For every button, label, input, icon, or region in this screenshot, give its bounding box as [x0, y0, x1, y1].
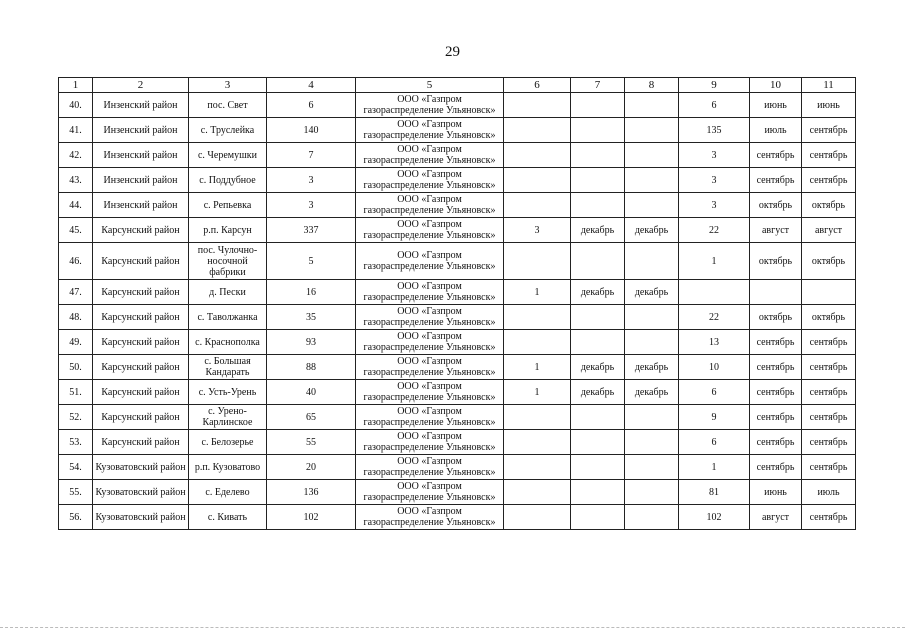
organization-cell: ООО «Газпром газораспределение Ульяновск»	[356, 143, 504, 168]
col8-cell	[625, 193, 679, 218]
col9-cell: 3	[679, 143, 750, 168]
locality-cell: с. Черемушки	[189, 143, 267, 168]
table-row	[59, 430, 856, 455]
table-row	[59, 243, 856, 280]
col8-cell	[625, 455, 679, 480]
page-bottom-rule	[0, 627, 905, 628]
col11-cell: июнь	[802, 93, 856, 118]
column-header: 4	[267, 78, 356, 93]
col10-cell: август	[750, 505, 802, 530]
col10-cell: сентябрь	[750, 455, 802, 480]
col6-cell	[504, 168, 571, 193]
column-number-header-row	[59, 78, 856, 93]
column-header: 1	[59, 78, 93, 93]
count-cell: 102	[267, 505, 356, 530]
col11-cell: октябрь	[802, 193, 856, 218]
row-number-cell: 51.	[59, 380, 93, 405]
col8-cell: декабрь	[625, 218, 679, 243]
locality-cell: с. Краснополка	[189, 330, 267, 355]
count-cell: 35	[267, 305, 356, 330]
district-cell: Карсунский район	[93, 305, 189, 330]
col9-cell: 9	[679, 405, 750, 430]
count-cell: 65	[267, 405, 356, 430]
col11-cell: август	[802, 218, 856, 243]
district-cell: Карсунский район	[93, 280, 189, 305]
count-cell: 7	[267, 143, 356, 168]
organization-cell: ООО «Газпром газораспределение Ульяновск»	[356, 480, 504, 505]
locality-cell: пос. Чулочно-носочной фабрики	[189, 243, 267, 280]
table-row	[59, 193, 856, 218]
row-number-cell: 41.	[59, 118, 93, 143]
col9-cell: 6	[679, 430, 750, 455]
district-cell: Карсунский район	[93, 430, 189, 455]
col8-cell	[625, 118, 679, 143]
count-cell: 93	[267, 330, 356, 355]
organization-cell: ООО «Газпром газораспределение Ульяновск»	[356, 355, 504, 380]
district-cell: Кузоватовский район	[93, 505, 189, 530]
col9-cell: 81	[679, 480, 750, 505]
district-cell: Инзенский район	[93, 118, 189, 143]
col6-cell	[504, 330, 571, 355]
district-cell: Инзенский район	[93, 143, 189, 168]
col6-cell	[504, 430, 571, 455]
col6-cell: 1	[504, 355, 571, 380]
col7-cell	[571, 430, 625, 455]
locality-cell: с. Таволжанка	[189, 305, 267, 330]
col9-cell: 1	[679, 455, 750, 480]
organization-cell: ООО «Газпром газораспределение Ульяновск»	[356, 243, 504, 280]
col6-cell	[504, 505, 571, 530]
col8-cell	[625, 93, 679, 118]
district-cell: Карсунский район	[93, 405, 189, 430]
row-number-cell: 53.	[59, 430, 93, 455]
col7-cell	[571, 193, 625, 218]
col9-cell: 13	[679, 330, 750, 355]
organization-cell: ООО «Газпром газораспределение Ульяновск»	[356, 118, 504, 143]
col9-cell: 6	[679, 380, 750, 405]
col10-cell: июль	[750, 118, 802, 143]
count-cell: 88	[267, 355, 356, 380]
col6-cell	[504, 118, 571, 143]
locality-cell: с. Поддубное	[189, 168, 267, 193]
locality-cell: с. Кивать	[189, 505, 267, 530]
col6-cell: 1	[504, 380, 571, 405]
col6-cell: 1	[504, 280, 571, 305]
col9-cell: 1	[679, 243, 750, 280]
row-number-cell: 46.	[59, 243, 93, 280]
column-header: 10	[750, 78, 802, 93]
organization-cell: ООО «Газпром газораспределение Ульяновск»	[356, 505, 504, 530]
locality-cell: с. Большая Кандарать	[189, 355, 267, 380]
district-cell: Карсунский район	[93, 330, 189, 355]
col7-cell	[571, 455, 625, 480]
row-number-cell: 45.	[59, 218, 93, 243]
col11-cell: сентябрь	[802, 143, 856, 168]
row-number-cell: 49.	[59, 330, 93, 355]
col10-cell: сентябрь	[750, 143, 802, 168]
col10-cell	[750, 280, 802, 305]
table-row	[59, 480, 856, 505]
locality-cell: с. Усть-Урень	[189, 380, 267, 405]
column-header: 3	[189, 78, 267, 93]
table-row	[59, 305, 856, 330]
col7-cell: декабрь	[571, 380, 625, 405]
locality-cell: с. Труслейка	[189, 118, 267, 143]
table-row	[59, 505, 856, 530]
col10-cell: август	[750, 218, 802, 243]
col11-cell: сентябрь	[802, 405, 856, 430]
col11-cell: сентябрь	[802, 355, 856, 380]
column-header: 5	[356, 78, 504, 93]
col11-cell: сентябрь	[802, 430, 856, 455]
col6-cell	[504, 143, 571, 168]
col8-cell: декабрь	[625, 380, 679, 405]
organization-cell: ООО «Газпром газораспределение Ульяновск»	[356, 193, 504, 218]
table-row	[59, 93, 856, 118]
row-number-cell: 50.	[59, 355, 93, 380]
col10-cell: сентябрь	[750, 355, 802, 380]
table-row	[59, 280, 856, 305]
col6-cell	[504, 193, 571, 218]
locality-cell: с. Урено-Карлинское	[189, 405, 267, 430]
col6-cell	[504, 405, 571, 430]
col10-cell: октябрь	[750, 193, 802, 218]
table-row	[59, 218, 856, 243]
col6-cell: 3	[504, 218, 571, 243]
table-body	[59, 93, 856, 530]
district-cell: Кузоватовский район	[93, 480, 189, 505]
col10-cell: октябрь	[750, 243, 802, 280]
col7-cell: декабрь	[571, 280, 625, 305]
organization-cell: ООО «Газпром газораспределение Ульяновск»	[356, 430, 504, 455]
count-cell: 55	[267, 430, 356, 455]
count-cell: 136	[267, 480, 356, 505]
count-cell: 6	[267, 93, 356, 118]
table-row	[59, 380, 856, 405]
col11-cell: сентябрь	[802, 168, 856, 193]
col8-cell	[625, 405, 679, 430]
col9-cell	[679, 280, 750, 305]
col7-cell	[571, 93, 625, 118]
col6-cell	[504, 243, 571, 280]
row-number-cell: 56.	[59, 505, 93, 530]
district-cell: Карсунский район	[93, 355, 189, 380]
table-row	[59, 168, 856, 193]
locality-cell: д. Пески	[189, 280, 267, 305]
count-cell: 3	[267, 168, 356, 193]
column-header: 2	[93, 78, 189, 93]
col9-cell: 10	[679, 355, 750, 380]
col11-cell: сентябрь	[802, 380, 856, 405]
row-number-cell: 42.	[59, 143, 93, 168]
col11-cell: сентябрь	[802, 118, 856, 143]
table-row	[59, 330, 856, 355]
locality-cell: р.п. Карсун	[189, 218, 267, 243]
locality-cell: р.п. Кузоватово	[189, 455, 267, 480]
col7-cell	[571, 168, 625, 193]
col7-cell	[571, 143, 625, 168]
table-row	[59, 355, 856, 380]
col9-cell: 6	[679, 93, 750, 118]
col11-cell: октябрь	[802, 305, 856, 330]
count-cell: 5	[267, 243, 356, 280]
row-number-cell: 44.	[59, 193, 93, 218]
col7-cell	[571, 505, 625, 530]
district-cell: Карсунский район	[93, 380, 189, 405]
count-cell: 20	[267, 455, 356, 480]
column-header: 11	[802, 78, 856, 93]
district-cell: Инзенский район	[93, 168, 189, 193]
col10-cell: июнь	[750, 93, 802, 118]
locality-cell: с. Белозерье	[189, 430, 267, 455]
organization-cell: ООО «Газпром газораспределение Ульяновск»	[356, 305, 504, 330]
col7-cell	[571, 243, 625, 280]
organization-cell: ООО «Газпром газораспределение Ульяновск»	[356, 218, 504, 243]
col11-cell: сентябрь	[802, 330, 856, 355]
organization-cell: ООО «Газпром газораспределение Ульяновск»	[356, 405, 504, 430]
row-number-cell: 55.	[59, 480, 93, 505]
district-cell: Карсунский район	[93, 218, 189, 243]
row-number-cell: 52.	[59, 405, 93, 430]
col10-cell: сентябрь	[750, 330, 802, 355]
row-number-cell: 43.	[59, 168, 93, 193]
col10-cell: сентябрь	[750, 380, 802, 405]
col7-cell	[571, 330, 625, 355]
col9-cell: 3	[679, 193, 750, 218]
col8-cell	[625, 430, 679, 455]
table-row	[59, 455, 856, 480]
col8-cell	[625, 505, 679, 530]
col8-cell	[625, 305, 679, 330]
col9-cell: 3	[679, 168, 750, 193]
table-row	[59, 405, 856, 430]
col8-cell	[625, 168, 679, 193]
row-number-cell: 47.	[59, 280, 93, 305]
col7-cell	[571, 405, 625, 430]
column-header: 7	[571, 78, 625, 93]
col7-cell	[571, 305, 625, 330]
locality-cell: с. Еделево	[189, 480, 267, 505]
organization-cell: ООО «Газпром газораспределение Ульяновск»	[356, 455, 504, 480]
col10-cell: октябрь	[750, 305, 802, 330]
col10-cell: сентябрь	[750, 405, 802, 430]
count-cell: 337	[267, 218, 356, 243]
count-cell: 40	[267, 380, 356, 405]
organization-cell: ООО «Газпром газораспределение Ульяновск»	[356, 280, 504, 305]
table-row	[59, 118, 856, 143]
organization-cell: ООО «Газпром газораспределение Ульяновск»	[356, 168, 504, 193]
col9-cell: 22	[679, 218, 750, 243]
col10-cell: сентябрь	[750, 168, 802, 193]
col11-cell	[802, 280, 856, 305]
table-row	[59, 143, 856, 168]
col11-cell: сентябрь	[802, 505, 856, 530]
col11-cell: октябрь	[802, 243, 856, 280]
organization-cell: ООО «Газпром газораспределение Ульяновск»	[356, 93, 504, 118]
col7-cell	[571, 118, 625, 143]
count-cell: 16	[267, 280, 356, 305]
col8-cell: декабрь	[625, 280, 679, 305]
col11-cell: июль	[802, 480, 856, 505]
column-header: 8	[625, 78, 679, 93]
col7-cell: декабрь	[571, 355, 625, 380]
organization-cell: ООО «Газпром газораспределение Ульяновск»	[356, 380, 504, 405]
col6-cell	[504, 455, 571, 480]
col6-cell	[504, 480, 571, 505]
col8-cell	[625, 143, 679, 168]
district-cell: Инзенский район	[93, 193, 189, 218]
col7-cell: декабрь	[571, 218, 625, 243]
district-cell: Инзенский район	[93, 93, 189, 118]
col10-cell: сентябрь	[750, 430, 802, 455]
col9-cell: 102	[679, 505, 750, 530]
locality-cell: пос. Свет	[189, 93, 267, 118]
row-number-cell: 48.	[59, 305, 93, 330]
col8-cell	[625, 330, 679, 355]
col8-cell	[625, 480, 679, 505]
col6-cell	[504, 93, 571, 118]
district-cell: Карсунский район	[93, 243, 189, 280]
col8-cell	[625, 243, 679, 280]
locality-cell: с. Репьевка	[189, 193, 267, 218]
col11-cell: сентябрь	[802, 455, 856, 480]
col9-cell: 22	[679, 305, 750, 330]
district-cell: Кузоватовский район	[93, 455, 189, 480]
col6-cell	[504, 305, 571, 330]
row-number-cell: 40.	[59, 93, 93, 118]
organization-cell: ООО «Газпром газораспределение Ульяновск»	[356, 330, 504, 355]
row-number-cell: 54.	[59, 455, 93, 480]
count-cell: 140	[267, 118, 356, 143]
column-header: 9	[679, 78, 750, 93]
col9-cell: 135	[679, 118, 750, 143]
gasification-table	[58, 77, 856, 530]
column-header: 6	[504, 78, 571, 93]
col8-cell: декабрь	[625, 355, 679, 380]
page-number: 29	[445, 44, 460, 60]
count-cell: 3	[267, 193, 356, 218]
col7-cell	[571, 480, 625, 505]
col10-cell: июнь	[750, 480, 802, 505]
